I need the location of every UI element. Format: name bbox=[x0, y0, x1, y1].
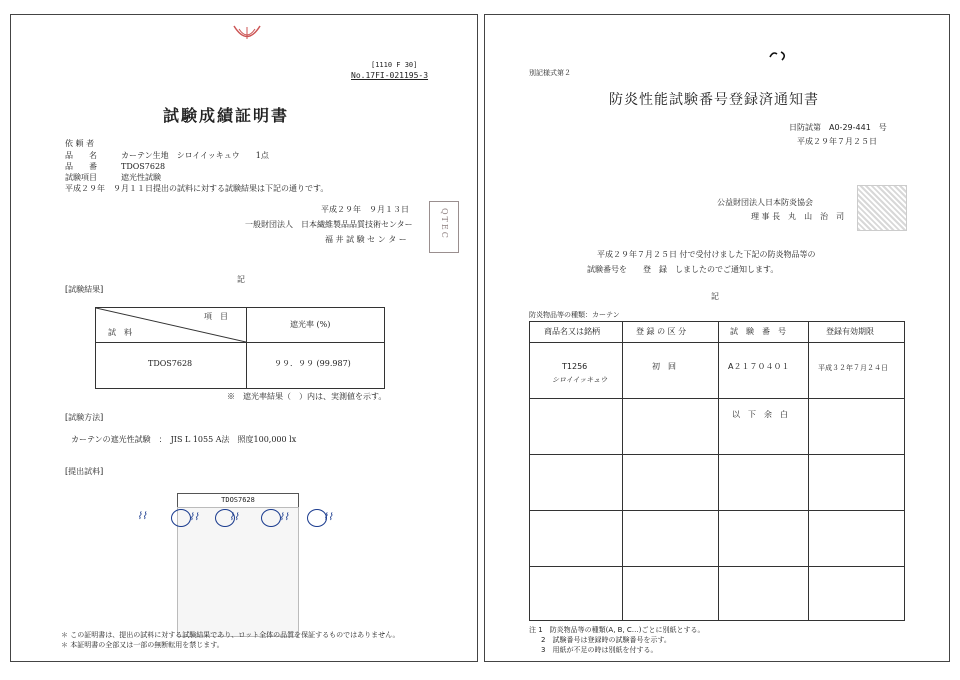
brand-logo-ring-icon bbox=[171, 509, 191, 527]
field-test-item-label: 試験項目 bbox=[65, 173, 97, 182]
note-3: 3 用紙が不足の時は別紙を付する。 bbox=[541, 646, 658, 654]
top-seal-stamp-icon bbox=[231, 23, 263, 49]
intro-text: 平成２９年 ９月１１日提出の試料に対する試験結果は下記の通りです。 bbox=[65, 184, 329, 193]
cell-category: 初 回 bbox=[652, 362, 676, 371]
cell-product: T1256 bbox=[562, 362, 588, 371]
column-header-product: 商品名又は銘柄 bbox=[544, 327, 600, 336]
reference-number: 日防試第 A0-29-441 号 bbox=[789, 123, 887, 132]
column-header-test-number: 試 験 番 号 bbox=[730, 327, 786, 336]
results-table bbox=[95, 307, 385, 389]
body-line-2: 試験番号を 登 録 しましたのでご通知します。 bbox=[587, 265, 779, 274]
certificate-page bbox=[10, 14, 478, 662]
notice-date: 平成２９年７月２５日 bbox=[797, 137, 877, 146]
registration-table bbox=[529, 321, 905, 621]
top-mark-icon bbox=[767, 49, 789, 63]
cell-test-number: A２１７０４０１ bbox=[728, 362, 790, 371]
brand-logo-mark-icon: ⌇⌇ bbox=[229, 512, 239, 523]
remaining-blank-note: 以 下 余 白 bbox=[732, 410, 788, 419]
footnote-2: ＊ 本証明書の全部又は一部の無断転用を禁じます。 bbox=[61, 641, 224, 649]
swatch-label-box bbox=[177, 493, 299, 508]
column-header-category: 登 録 の 区 分 bbox=[636, 327, 687, 336]
issuer-center: 福 井 試 験 セ ン タ ー bbox=[325, 235, 407, 244]
column-header-expiry: 登録有効期限 bbox=[826, 327, 874, 336]
issue-date: 平成２９年 ９月１３日 bbox=[321, 205, 409, 214]
product-type: 防炎物品等の種類：カーテン bbox=[529, 311, 620, 319]
qtec-seal-text: QTEC bbox=[440, 208, 449, 240]
header-item: 項 目 bbox=[204, 312, 228, 321]
note-2: 2 試験番号は登録時の試験番号を示す。 bbox=[541, 636, 671, 644]
sample-cell: TDOS7628 bbox=[148, 359, 193, 368]
field-number-value: TDOS7628 bbox=[121, 162, 166, 171]
results-heading: [試験結果] bbox=[65, 285, 104, 294]
issuer-organization: 一般財団法人 日本繊維製品品質技術センター bbox=[245, 220, 413, 229]
fabric-sample-swatch bbox=[177, 507, 299, 637]
sample-heading: [提出試料] bbox=[65, 467, 104, 476]
swatch-label: TDOS7628 bbox=[221, 496, 255, 504]
method-text: カーテンの遮光性試験 ： JIS L 1055 A法 照度100,000 lx bbox=[71, 435, 297, 444]
form-label: 別記様式第２ bbox=[529, 69, 571, 77]
redacted-seal-stamp bbox=[857, 185, 907, 231]
field-test-item-value: 遮光性試験 bbox=[121, 173, 161, 182]
qtec-seal-stamp bbox=[429, 201, 459, 253]
footnote-1: ＊ この証明書は、提出の試料に対する試験結果であり、ロット全体の品質を保証するものではありません。 bbox=[61, 631, 400, 639]
header-sample: 試 料 bbox=[108, 328, 132, 337]
cell-expiry: 平成３２年７月２４日 bbox=[818, 364, 888, 372]
notification-page bbox=[484, 14, 950, 662]
method-heading: [試験方法] bbox=[65, 413, 104, 422]
president-name: 理 事 長 丸 山 治 司 bbox=[751, 212, 845, 221]
cell-product-handwritten: シロイイッキュウ bbox=[552, 376, 608, 384]
brand-logo-mark-icon: ⌇⌇ bbox=[189, 512, 199, 523]
field-requester-label: 依 頼 者 bbox=[65, 139, 95, 148]
brand-logo-mark-icon: ⌇⌇ bbox=[323, 512, 333, 523]
page-title: 試験成績証明書 bbox=[163, 106, 290, 125]
rate-cell: ９９．９９ (99.987) bbox=[274, 359, 351, 368]
association-name: 公益財団法人日本防炎協会 bbox=[717, 198, 813, 207]
page-title: 防炎性能試験番号登録済通知書 bbox=[609, 92, 819, 108]
field-product-label: 品 名 bbox=[65, 151, 97, 160]
body-line-1: 平成２９年７月２５日 付で受付けました下記の防炎物品等の bbox=[597, 250, 816, 259]
record-mark: 記 bbox=[237, 275, 245, 284]
record-mark: 記 bbox=[711, 292, 719, 301]
results-note: ※ 遮光率結果（ ）内は、実測値を示す。 bbox=[227, 392, 387, 401]
certificate-number: No.17FI-021195-3 bbox=[351, 71, 429, 80]
code-bracket: [1110 F 30] bbox=[371, 61, 418, 69]
note-1: 注 1 防炎物品等の種類(A, B, C…)ごとに別紙とする。 bbox=[529, 626, 705, 634]
brand-logo-mark-icon: ⌇⌇ bbox=[279, 512, 289, 523]
field-product-value: カーテン生地 シロイイッキュウ 1点 bbox=[121, 151, 269, 160]
field-number-label: 品 番 bbox=[65, 162, 97, 171]
brand-logo-ring-icon bbox=[261, 509, 281, 527]
header-rate: 遮光率 (%) bbox=[290, 320, 331, 329]
brand-logo-mark-icon: ⌇⌇ bbox=[137, 511, 147, 522]
